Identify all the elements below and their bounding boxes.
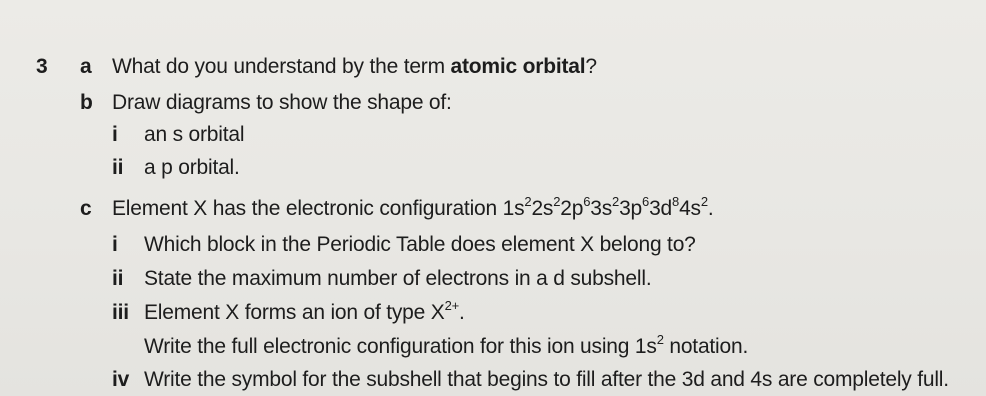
part-c-i-label: i <box>112 233 118 256</box>
part-c-i-text: Which block in the Periodic Table does element X belong to? <box>144 233 696 256</box>
part-a-label: a <box>80 55 92 78</box>
question-number: 3 <box>36 55 48 78</box>
part-c-ii-label: ii <box>112 267 124 290</box>
part-b-text: Draw diagrams to show the shape of: <box>112 91 452 114</box>
part-c-label: c <box>80 197 92 220</box>
electronic-configuration: $1s^22s^22p^63s^23p^63d^84s^2$. <box>502 194 714 220</box>
part-c-ii-text: State the maximum number of electrons in a d subshell. <box>144 267 652 290</box>
part-c-iv-text: Write the symbol for the subshell that begins to fill after the 3d and 4s are completely full. <box>144 368 949 391</box>
part-b-ii-label: ii <box>112 156 124 179</box>
part-c-iii-text: Element X forms an ion of type $X^{2+}$. <box>144 298 465 324</box>
part-c-iii-label: iii <box>112 301 129 324</box>
part-b-i-text: an s orbital <box>144 123 245 146</box>
part-b-i-label: i <box>112 123 118 146</box>
part-b-ii-text: a p orbital. <box>144 156 240 179</box>
part-b-label: b <box>80 91 93 114</box>
part-c-iii-text-2: Write the full electronic configuration for this ion using $1s^2$ notation. <box>144 332 749 358</box>
part-a-text: What do you understand by the term atomic orbital? <box>112 55 597 78</box>
part-c-text: Element X has the electronic configuration $1s^22s^22p^63s^23p^63d^84s^2$. <box>112 194 714 220</box>
part-c-iv-label: iv <box>112 368 130 391</box>
